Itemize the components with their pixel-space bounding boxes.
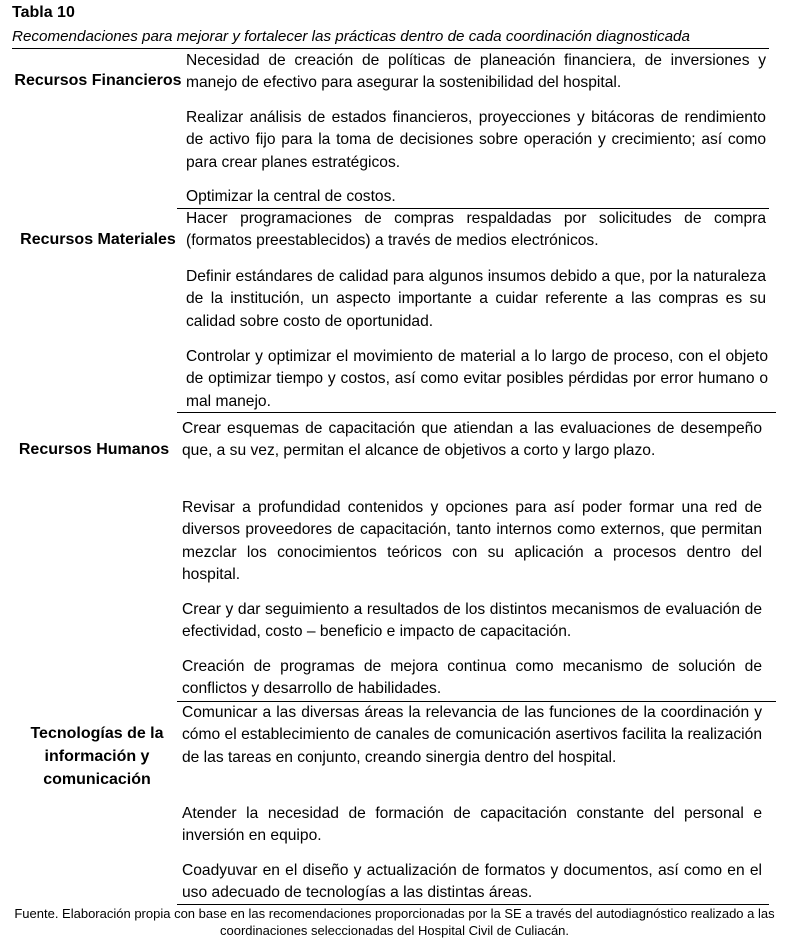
recommendation-item: Coadyuvar en el diseño y actualización de formatos y documentos, así como en el uso adecuado de tecnologías a las distintas áreas. xyxy=(182,862,762,902)
recommendation-item: Optimizar la central de costos. xyxy=(186,188,396,205)
recommendation-item: Atender la necesidad de formación de capacitación constante del personal e inversión en equipo. xyxy=(182,805,762,845)
recommendation-item: Revisar a profundidad contenidos y opciones para así poder formar una red de diversos proveedores de capacitación, tanto internos como externos, que permitan mezclar los conocimientos teóricos con su aplicación a procesos dentro del hospital. xyxy=(182,499,762,584)
recommendation-item: Definir estándares de calidad para algunos insumos debido a que, por la naturaleza de la institución, un aspecto importante a cuidar referente a las compras es su calidad sobre costo de oportunidad. xyxy=(186,268,766,330)
recommendation-item: Comunicar a las diversas áreas la relevancia de las funciones de la coordinación y cómo el establecimiento de canales de comunicación asertivos facilita la realización de las tareas en conjunto, creando sinergia dentro del hospital. xyxy=(182,704,762,766)
source-note: Fuente. Elaboración propia con base en las recomendaciones proporcionadas por la SE a través del autodiagnóstico realizado a las coordinaciones seleccionadas del Hospital Civil de Culiacán. xyxy=(14,906,775,938)
table-top-rule xyxy=(12,48,769,49)
recommendation-item: Crear esquemas de capacitación que atiendan a las evaluaciones de desempeño que, a su vez, permitan el alcance de objetivos a corto y largo plazo. xyxy=(182,420,762,460)
table-number: Tabla 10 xyxy=(12,4,75,21)
category-label-tecnologias: Tecnologías de la información y comunicación xyxy=(30,725,164,788)
recommendation-item: Realizar análisis de estados financieros, proyecciones y bitácoras de rendimiento de activo fijo para la toma de decisiones sobre operación y crecimiento; así como para crear planes estratégicos. xyxy=(186,109,766,171)
category-label-financieros: Recursos Financieros xyxy=(14,72,182,89)
recommendation-item: Necesidad de creación de políticas de planeación financiera, de inversiones y manejo de efectivo para asegurar la sostenibilidad del hospital. xyxy=(186,52,766,92)
table-caption: Recomendaciones para mejorar y fortalecer las prácticas dentro de cada coordinación diagnosticada xyxy=(12,28,690,45)
category-label-humanos: Recursos Humanos xyxy=(18,441,170,458)
recommendation-item: Hacer programaciones de compras respaldadas por solicitudes de compra (formatos preestablecidos) a través de medios electrónicos. xyxy=(186,210,766,250)
recommendation-item: Controlar y optimizar el movimiento de material a lo largo de proceso, con el objeto de optimizar tiempo y costos, así como evitar posibles pérdidas por error humano o mal manejo. xyxy=(186,348,768,410)
category-label-materiales: Recursos Materiales xyxy=(20,231,176,248)
recommendation-item: Creación de programas de mejora continua como mecanismo de solución de conflictos y desarrollo de habilidades. xyxy=(182,658,762,698)
recommendation-item: Crear y dar seguimiento a resultados de los distintos mecanismos de evaluación de efectividad, costo – beneficio e impacto de capacitación. xyxy=(182,601,762,641)
